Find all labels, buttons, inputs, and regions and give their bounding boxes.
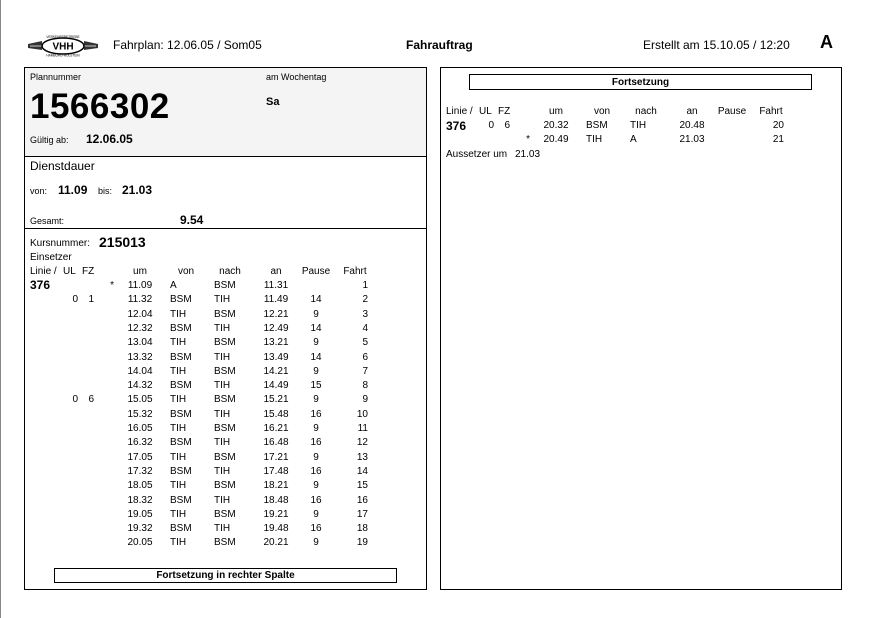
duty-title: Dienstdauer	[30, 159, 95, 173]
cell-von: BSM	[586, 120, 608, 131]
cell-ul: 0	[488, 120, 494, 131]
course-number: 215013	[99, 234, 146, 250]
cell-von: TIH	[170, 423, 187, 434]
cell-fahrt: 19	[356, 537, 368, 549]
cell-um: 14.32	[127, 380, 153, 392]
cell-an: 14.49	[263, 380, 289, 392]
col-header-von: von	[177, 266, 195, 277]
cell-nach: TIH	[214, 408, 231, 420]
cell-von: BSM	[170, 523, 192, 535]
cell-an: 12.49	[263, 322, 289, 334]
cell-um: 15.05	[127, 394, 153, 406]
duty-from: 11.09	[58, 183, 88, 197]
cell-nach: TIH	[630, 120, 647, 131]
duty-to: 21.03	[122, 183, 153, 197]
cell-fz: 1	[88, 294, 94, 306]
cell-von: A	[170, 280, 177, 291]
page-edge	[0, 0, 1, 618]
cell-nach: BSM	[214, 308, 236, 320]
cell-von: BSM	[170, 437, 192, 449]
col-header-nach: nach	[219, 266, 241, 277]
course-line: 376	[30, 278, 51, 292]
cell-pause: 14	[310, 351, 322, 363]
cell-an: 16.21	[263, 423, 289, 434]
cell-an: 13.21	[263, 337, 289, 349]
continuation-line: 376	[446, 119, 467, 133]
cell-um: 18.32	[127, 494, 153, 506]
cell-pause: 14	[310, 322, 322, 334]
cell-pause: 9	[313, 365, 319, 377]
cell-fahrt: 11	[357, 423, 368, 434]
valid-label: Gültig ab:	[30, 135, 69, 145]
cell-von: BSM	[170, 408, 192, 420]
cell-nach: TIH	[214, 380, 231, 392]
aussetzer-label: Aussetzer um	[446, 149, 508, 160]
fahrplan-label: Fahrplan: 12.06.05 / Som05	[113, 38, 262, 52]
cell-pause: 16	[310, 465, 322, 477]
cell-nach: TIH	[214, 322, 231, 334]
cell-fahrt: 20	[772, 120, 784, 131]
cell-fahrt: 9	[362, 394, 368, 406]
continuation-note: Fortsetzung in rechter Spalte	[156, 570, 295, 581]
created-label: Erstellt am 15.10.05 / 12:20	[643, 38, 790, 52]
col-header-pause: Pause	[717, 106, 747, 117]
cell-an: 20.21	[263, 537, 289, 549]
cell-fz: 6	[88, 394, 94, 406]
cell-pause: 15	[310, 380, 322, 392]
cell-um: 14.04	[127, 365, 153, 377]
cell-um: 17.05	[127, 451, 153, 463]
weekday-label: am Wochentag	[266, 72, 327, 82]
cell-um: 16.05	[127, 423, 153, 434]
cell-star: *	[526, 134, 530, 145]
cell-um: 17.32	[127, 465, 153, 477]
duty-total-label: Gesamt:	[30, 216, 65, 226]
logo-text: VHH	[52, 41, 74, 53]
cell-an: 16.48	[263, 437, 289, 449]
cell-fahrt: 7	[362, 365, 368, 377]
cell-an: 19.21	[263, 508, 289, 520]
course-label: Kursnummer:	[30, 238, 91, 249]
cell-star: *	[110, 280, 114, 291]
cell-nach: TIH	[214, 351, 231, 363]
cell-um: 12.04	[127, 308, 153, 320]
cell-von: BSM	[170, 380, 192, 392]
cell-an: 15.48	[263, 408, 289, 420]
cell-von: BSM	[170, 351, 192, 363]
cell-von: TIH	[170, 451, 187, 463]
cell-an: 17.48	[263, 465, 289, 477]
col-header-fahrt: Fahrt	[759, 106, 783, 117]
cell-fz: 6	[504, 120, 510, 131]
cell-an: 15.21	[263, 394, 289, 406]
cell-um: 13.04	[127, 337, 153, 349]
continuation-title: Fortsetzung	[611, 77, 670, 88]
col-header-pause: Pause	[301, 266, 331, 277]
cell-pause: 16	[310, 437, 322, 449]
col-header-um: um	[133, 266, 147, 277]
cell-von: BSM	[170, 294, 192, 306]
cell-an: 14.21	[263, 365, 289, 377]
cell-nach: BSM	[214, 365, 236, 377]
cell-nach: BSM	[214, 508, 236, 520]
cell-um: 13.32	[127, 351, 153, 363]
col-header-ul: UL	[63, 266, 76, 277]
cell-um: 11.09	[127, 280, 153, 291]
col-header-ul: UL	[479, 106, 492, 117]
cell-nach: TIH	[214, 523, 231, 535]
cell-fahrt: 5	[362, 337, 368, 349]
cell-von: TIH	[170, 537, 187, 549]
col-header-von: von	[593, 106, 611, 117]
cell-von: BSM	[170, 494, 192, 506]
cell-fahrt: 13	[356, 451, 368, 463]
cell-an: 20.48	[679, 120, 705, 131]
col-header-linie: Linie /	[30, 266, 57, 277]
duty-total: 9.54	[180, 213, 204, 227]
duty-to-label: bis:	[98, 186, 113, 196]
cell-nach: BSM	[214, 423, 236, 434]
cell-nach: TIH	[214, 494, 231, 506]
col-header-fahrt: Fahrt	[343, 266, 367, 277]
cell-an: 11.31	[263, 280, 289, 291]
cell-an: 18.48	[263, 494, 289, 506]
cell-nach: BSM	[214, 337, 236, 349]
col-header-nach: nach	[635, 106, 657, 117]
cell-pause: 9	[313, 480, 319, 492]
weekday-value: Sa	[266, 96, 280, 108]
cell-fahrt: 6	[362, 351, 368, 363]
col-header-fz: FZ	[82, 266, 95, 277]
cell-pause: 9	[313, 308, 319, 320]
cell-um: 16.32	[127, 437, 153, 449]
cell-um: 15.32	[127, 408, 153, 420]
aussetzer-value: 21.03	[515, 149, 541, 160]
cell-an: 17.21	[263, 451, 289, 463]
cell-von: TIH	[170, 308, 187, 320]
cell-von: TIH	[170, 394, 187, 406]
cell-um: 20.32	[543, 120, 569, 131]
cell-von: BSM	[170, 465, 192, 477]
variant-letter: A	[820, 32, 833, 52]
cell-von: TIH	[170, 365, 187, 377]
cell-von: BSM	[170, 322, 192, 334]
cell-nach: BSM	[214, 394, 236, 406]
cell-an: 12.21	[263, 308, 289, 320]
plan-number-label: Plannummer	[30, 72, 82, 82]
cell-von: TIH	[170, 480, 187, 492]
cell-pause: 16	[310, 408, 322, 420]
cell-pause: 9	[313, 423, 319, 434]
cell-nach: TIH	[214, 294, 231, 306]
cell-pause: 9	[313, 451, 319, 463]
col-header-linie: Linie /	[446, 106, 473, 117]
cell-pause: 9	[313, 337, 319, 349]
cell-von: TIH	[170, 337, 187, 349]
col-header-an: an	[270, 266, 282, 277]
vhh-logo	[26, 35, 100, 57]
cell-fahrt: 2	[362, 294, 368, 306]
valid-from: 12.06.05	[86, 132, 133, 146]
cell-an: 21.03	[679, 134, 705, 145]
cell-fahrt: 12	[356, 437, 368, 449]
cell-nach: BSM	[214, 537, 236, 549]
cell-um: 18.05	[127, 480, 153, 492]
cell-an: 13.49	[263, 351, 289, 363]
cell-um: 19.32	[127, 523, 153, 535]
cell-fahrt: 1	[362, 280, 368, 291]
cell-um: 12.32	[127, 322, 153, 334]
cell-pause: 16	[310, 523, 322, 535]
cell-pause: 9	[313, 508, 319, 520]
cell-fahrt: 14	[356, 465, 368, 477]
cell-fahrt: 4	[362, 322, 368, 334]
cell-fahrt: 21	[772, 134, 784, 145]
cell-fahrt: 18	[356, 523, 368, 535]
cell-fahrt: 15	[356, 480, 368, 492]
cell-um: 19.05	[127, 508, 153, 520]
cell-nach: BSM	[214, 451, 236, 463]
col-header-an: an	[686, 106, 698, 117]
duty-from-label: von:	[30, 186, 48, 196]
cell-von: TIH	[586, 134, 603, 145]
cell-an: 11.49	[263, 294, 289, 306]
cell-nach: A	[630, 134, 637, 145]
cell-um: 20.05	[127, 537, 153, 549]
col-header-fz: FZ	[498, 106, 511, 117]
logo-top-text: VERKEHRSBETRIEBE	[46, 35, 80, 39]
plan-number: 1566302	[30, 87, 170, 126]
logo-bottom-text: HAMBURG-HOLSTEIN	[46, 53, 80, 57]
cell-pause: 16	[310, 494, 322, 506]
cell-nach: TIH	[214, 465, 231, 477]
cell-von: TIH	[170, 508, 187, 520]
cell-um: 20.49	[543, 134, 569, 145]
cell-pause: 9	[313, 537, 319, 549]
cell-fahrt: 17	[356, 508, 368, 520]
cell-nach: TIH	[214, 437, 231, 449]
cell-um: 11.32	[127, 294, 153, 306]
col-header-um: um	[549, 106, 563, 117]
cell-pause: 14	[310, 294, 322, 306]
cell-fahrt: 8	[362, 380, 368, 392]
page-title: Fahrauftrag	[406, 38, 473, 52]
cell-ul: 0	[72, 394, 78, 406]
cell-nach: BSM	[214, 280, 236, 291]
cell-fahrt: 16	[356, 494, 368, 506]
cell-an: 18.21	[263, 480, 289, 492]
cell-fahrt: 3	[362, 308, 368, 320]
continuation-panel	[440, 67, 842, 590]
cell-pause: 9	[313, 394, 319, 406]
einsetzer-label: Einsetzer	[30, 252, 72, 263]
cell-an: 19.48	[263, 523, 289, 535]
cell-fahrt: 10	[356, 408, 368, 420]
cell-ul: 0	[72, 294, 78, 306]
cell-nach: BSM	[214, 480, 236, 492]
